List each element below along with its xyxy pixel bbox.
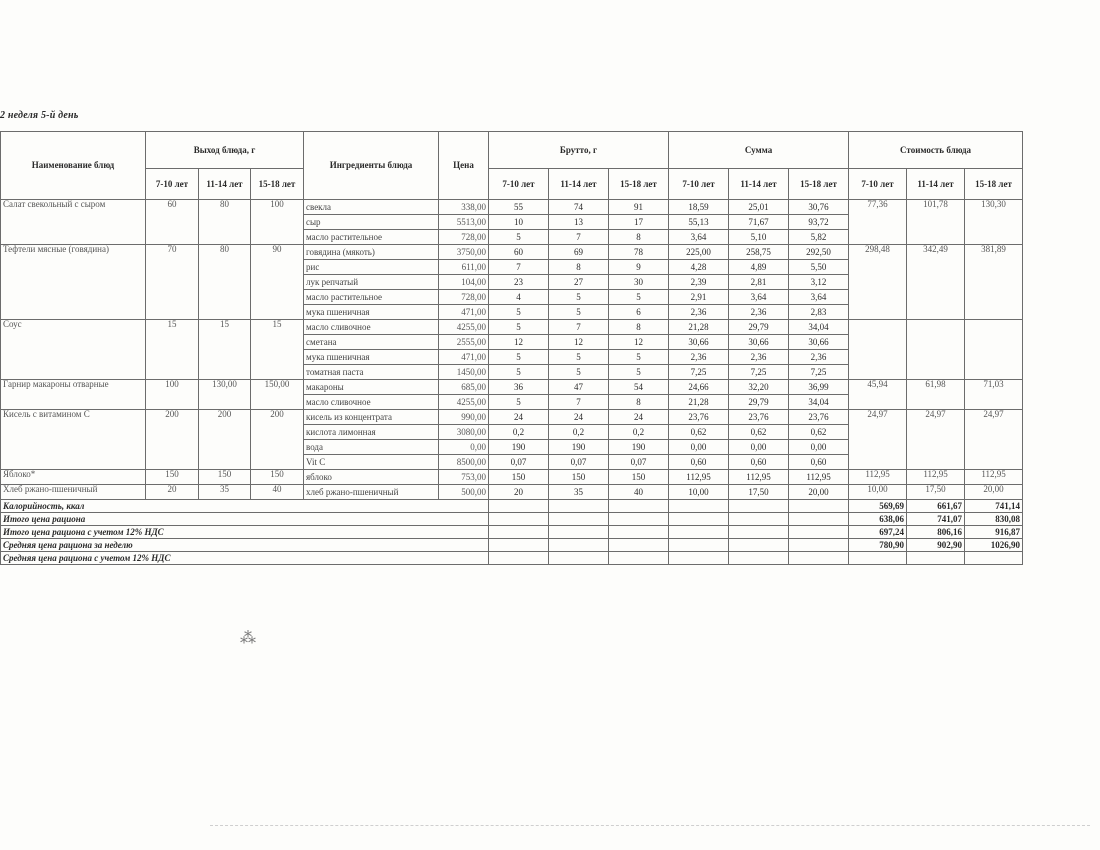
dish-yield: 150,00 [251, 380, 304, 410]
summary-empty-cell [609, 526, 669, 539]
menu-table [0, 131, 1023, 565]
table-row [1, 245, 1023, 260]
brutto-value: 5 [549, 305, 609, 320]
brutto-value: 55 [489, 200, 549, 215]
brutto-value: 150 [609, 470, 669, 485]
dish-cost: 17,50 [907, 485, 965, 500]
sum-value: 4,89 [729, 260, 789, 275]
sum-value: 10,00 [669, 485, 729, 500]
dish-yield: 100 [146, 380, 199, 410]
sum-value: 2,83 [789, 305, 849, 320]
sum-value: 112,95 [789, 470, 849, 485]
summary-label: Средняя цена рациона за неделю [1, 539, 489, 552]
header-brutto-age: 11-14 лет [549, 169, 609, 200]
sum-value: 18,59 [669, 200, 729, 215]
ingredient-name: мука пшеничная [304, 305, 439, 320]
sum-value: 7,25 [669, 365, 729, 380]
brutto-value: 5 [489, 365, 549, 380]
ingredient-price: 471,00 [439, 305, 489, 320]
ingredient-price: 5513,00 [439, 215, 489, 230]
dish-yield: 15 [251, 320, 304, 380]
sum-value: 3,64 [729, 290, 789, 305]
sum-value: 292,50 [789, 245, 849, 260]
summary-value: 806,16 [907, 526, 965, 539]
brutto-value: 10 [489, 215, 549, 230]
brutto-value: 69 [549, 245, 609, 260]
summary-value: 638,06 [849, 513, 907, 526]
dish-cost: 20,00 [965, 485, 1023, 500]
dish-yield: 200 [199, 410, 251, 470]
dish-yield: 35 [199, 485, 251, 500]
sum-value: 34,04 [789, 320, 849, 335]
table-row [1, 410, 1023, 425]
dish-yield: 80 [199, 200, 251, 245]
sum-value: 34,04 [789, 395, 849, 410]
sum-value: 5,10 [729, 230, 789, 245]
summary-empty-cell [489, 526, 549, 539]
sum-value: 112,95 [669, 470, 729, 485]
ingredient-price: 1450,00 [439, 365, 489, 380]
summary-empty-cell [669, 526, 729, 539]
header-price: Цена [439, 132, 489, 200]
dish-cost: 77,36 [849, 200, 907, 245]
dish-cost: 130,30 [965, 200, 1023, 245]
summary-value: 569,69 [849, 500, 907, 513]
sum-value: 0,60 [669, 455, 729, 470]
brutto-value: 190 [549, 440, 609, 455]
page-title: 2 неделя 5-й день [0, 110, 79, 121]
header-sum: Сумма [669, 132, 849, 169]
ingredient-price: 500,00 [439, 485, 489, 500]
brutto-value: 5 [549, 365, 609, 380]
dish-name: Тефтели мясные (говядина) [1, 245, 146, 320]
brutto-value: 190 [489, 440, 549, 455]
summary-empty-cell [789, 500, 849, 513]
brutto-value: 12 [489, 335, 549, 350]
ingredient-name: говядина (мякоть) [304, 245, 439, 260]
dish-yield: 70 [146, 245, 199, 320]
ingredient-price: 2555,00 [439, 335, 489, 350]
brutto-value: 190 [609, 440, 669, 455]
sum-value: 7,25 [729, 365, 789, 380]
sum-value: 29,79 [729, 320, 789, 335]
summary-value: 916,87 [965, 526, 1023, 539]
sum-value: 0,60 [789, 455, 849, 470]
sum-value: 24,66 [669, 380, 729, 395]
brutto-value: 20 [489, 485, 549, 500]
brutto-value: 8 [609, 320, 669, 335]
dish-name: Салат свекольный с сыром [1, 200, 146, 245]
brutto-value: 24 [609, 410, 669, 425]
ingredient-name: рис [304, 260, 439, 275]
sum-value: 225,00 [669, 245, 729, 260]
dish-yield: 15 [146, 320, 199, 380]
brutto-value: 5 [489, 230, 549, 245]
ingredient-name: масло сливочное [304, 395, 439, 410]
summary-label: Итого цена рациона [1, 513, 489, 526]
summary-label: Калорийность, ккал [1, 500, 489, 513]
brutto-value: 0,07 [549, 455, 609, 470]
brutto-value: 5 [609, 365, 669, 380]
summary-empty-cell [669, 539, 729, 552]
brutto-value: 5 [549, 350, 609, 365]
brutto-value: 91 [609, 200, 669, 215]
brutto-value: 0,07 [489, 455, 549, 470]
table-row [1, 200, 1023, 215]
brutto-value: 13 [549, 215, 609, 230]
sum-value: 2,36 [789, 350, 849, 365]
dish-yield: 100 [251, 200, 304, 245]
brutto-value: 36 [489, 380, 549, 395]
brutto-value: 5 [489, 320, 549, 335]
sum-value: 2,81 [729, 275, 789, 290]
header-brutto: Брутто, г [489, 132, 669, 169]
summary-value: 741,14 [965, 500, 1023, 513]
ingredient-price: 611,00 [439, 260, 489, 275]
ingredient-price: 4255,00 [439, 395, 489, 410]
sum-value: 29,79 [729, 395, 789, 410]
brutto-value: 5 [609, 290, 669, 305]
dish-cost: 61,98 [907, 380, 965, 410]
brutto-value: 7 [549, 395, 609, 410]
summary-empty-cell [489, 500, 549, 513]
dish-cost [965, 320, 1023, 380]
dish-name: Яблоко* [1, 470, 146, 485]
brutto-value: 60 [489, 245, 549, 260]
ingredient-price: 104,00 [439, 275, 489, 290]
header-cost-age: 15-18 лет [965, 169, 1023, 200]
sum-value: 23,76 [789, 410, 849, 425]
header-dish: Наименование блюд [1, 132, 146, 200]
sum-value: 25,01 [729, 200, 789, 215]
brutto-value: 78 [609, 245, 669, 260]
table-row [1, 470, 1023, 485]
brutto-value: 150 [549, 470, 609, 485]
brutto-value: 0,2 [549, 425, 609, 440]
header-sum-age: 15-18 лет [789, 169, 849, 200]
summary-empty-cell [609, 539, 669, 552]
brutto-value: 8 [549, 260, 609, 275]
ingredient-name: лук репчатый [304, 275, 439, 290]
ingredient-price: 728,00 [439, 290, 489, 305]
ingredient-price: 728,00 [439, 230, 489, 245]
summary-empty-cell [489, 539, 549, 552]
summary-empty-cell [609, 552, 669, 565]
sum-value: 36,99 [789, 380, 849, 395]
sum-value: 30,76 [789, 200, 849, 215]
sum-value: 0,62 [789, 425, 849, 440]
brutto-value: 8 [609, 230, 669, 245]
summary-label: Средняя цена рациона с учетом 12% НДС [1, 552, 489, 565]
ingredient-price: 4255,00 [439, 320, 489, 335]
sum-value: 21,28 [669, 395, 729, 410]
brutto-value: 12 [549, 335, 609, 350]
brutto-value: 7 [549, 230, 609, 245]
dish-cost: 112,95 [907, 470, 965, 485]
header-sum-age: 7-10 лет [669, 169, 729, 200]
dish-yield: 150 [251, 470, 304, 485]
scan-artifact [210, 825, 1090, 826]
dish-yield: 90 [251, 245, 304, 320]
summary-value [849, 552, 907, 565]
ingredient-price: 685,00 [439, 380, 489, 395]
brutto-value: 7 [489, 260, 549, 275]
brutto-value: 5 [489, 350, 549, 365]
summary-empty-cell [669, 552, 729, 565]
brutto-value: 47 [549, 380, 609, 395]
dish-yield: 60 [146, 200, 199, 245]
ingredient-name: яблоко [304, 470, 439, 485]
header-cost-age: 7-10 лет [849, 169, 907, 200]
sum-value: 0,00 [789, 440, 849, 455]
ingredient-name: кисель из концентрата [304, 410, 439, 425]
summary-empty-cell [729, 552, 789, 565]
sum-value: 5,82 [789, 230, 849, 245]
ingredient-price: 0,00 [439, 440, 489, 455]
dish-cost: 24,97 [907, 410, 965, 470]
sum-value: 0,62 [729, 425, 789, 440]
summary-empty-cell [489, 513, 549, 526]
brutto-value: 0,2 [609, 425, 669, 440]
summary-empty-cell [729, 539, 789, 552]
summary-empty-cell [669, 513, 729, 526]
sum-value: 23,76 [729, 410, 789, 425]
summary-empty-cell [789, 513, 849, 526]
brutto-value: 5 [489, 395, 549, 410]
table-row [1, 320, 1023, 335]
brutto-value: 54 [609, 380, 669, 395]
summary-empty-cell [729, 513, 789, 526]
header-cost: Стоимость блюда [849, 132, 1023, 169]
summary-value: 741,07 [907, 513, 965, 526]
sum-value: 0,62 [669, 425, 729, 440]
brutto-value: 23 [489, 275, 549, 290]
header-sum-age: 11-14 лет [729, 169, 789, 200]
dish-yield: 80 [199, 245, 251, 320]
brutto-value: 17 [609, 215, 669, 230]
sum-value: 7,25 [789, 365, 849, 380]
dish-yield: 130,00 [199, 380, 251, 410]
sum-value: 0,00 [669, 440, 729, 455]
brutto-value: 40 [609, 485, 669, 500]
dish-name: Хлеб ржано-пшеничный [1, 485, 146, 500]
summary-value: 780,90 [849, 539, 907, 552]
sum-value: 30,66 [669, 335, 729, 350]
sum-value: 55,13 [669, 215, 729, 230]
dish-yield: 20 [146, 485, 199, 500]
ingredient-name: Vit C [304, 455, 439, 470]
summary-empty-cell [729, 500, 789, 513]
brutto-value: 24 [489, 410, 549, 425]
brutto-value: 24 [549, 410, 609, 425]
brutto-value: 12 [609, 335, 669, 350]
sum-value: 0,00 [729, 440, 789, 455]
sum-value: 23,76 [669, 410, 729, 425]
ingredient-name: сыр [304, 215, 439, 230]
ingredient-name: мука пшеничная [304, 350, 439, 365]
dish-cost: 101,78 [907, 200, 965, 245]
brutto-value: 5 [549, 290, 609, 305]
sum-value: 3,64 [669, 230, 729, 245]
dish-yield: 40 [251, 485, 304, 500]
dish-cost: 71,03 [965, 380, 1023, 410]
dish-cost: 112,95 [965, 470, 1023, 485]
sum-value: 0,60 [729, 455, 789, 470]
sum-value: 17,50 [729, 485, 789, 500]
brutto-value: 5 [609, 350, 669, 365]
sum-value: 32,20 [729, 380, 789, 395]
summary-empty-cell [489, 552, 549, 565]
sum-value: 30,66 [729, 335, 789, 350]
dish-cost: 24,97 [965, 410, 1023, 470]
header-cost-age: 11-14 лет [907, 169, 965, 200]
summary-empty-cell [609, 500, 669, 513]
ingredient-name: хлеб ржано-пшеничный [304, 485, 439, 500]
sum-value: 4,28 [669, 260, 729, 275]
brutto-value: 5 [489, 305, 549, 320]
summary-empty-cell [609, 513, 669, 526]
summary-empty-cell [549, 526, 609, 539]
sum-value: 2,91 [669, 290, 729, 305]
brutto-value: 7 [549, 320, 609, 335]
sum-value: 71,67 [729, 215, 789, 230]
ingredient-price: 753,00 [439, 470, 489, 485]
table-row [1, 485, 1023, 500]
dish-cost [907, 320, 965, 380]
smudge-mark-icon: ⁂ [240, 630, 256, 647]
dish-cost: 381,89 [965, 245, 1023, 320]
summary-row [1, 500, 1023, 513]
sum-value: 2,36 [729, 350, 789, 365]
brutto-value: 6 [609, 305, 669, 320]
summary-row [1, 513, 1023, 526]
dish-cost: 342,49 [907, 245, 965, 320]
dish-name: Гарнир макароны отварные [1, 380, 146, 410]
dish-cost: 298,48 [849, 245, 907, 320]
ingredient-name: сметана [304, 335, 439, 350]
ingredient-name: макароны [304, 380, 439, 395]
dish-yield: 150 [199, 470, 251, 485]
dish-cost: 10,00 [849, 485, 907, 500]
ingredient-name: вода [304, 440, 439, 455]
brutto-value: 74 [549, 200, 609, 215]
dish-cost: 24,97 [849, 410, 907, 470]
brutto-value: 0,2 [489, 425, 549, 440]
header-yield-age: 15-18 лет [251, 169, 304, 200]
summary-empty-cell [789, 552, 849, 565]
sum-value: 5,50 [789, 260, 849, 275]
ingredient-price: 3750,00 [439, 245, 489, 260]
dish-yield: 150 [146, 470, 199, 485]
brutto-value: 30 [609, 275, 669, 290]
summary-row [1, 526, 1023, 539]
sum-value: 3,64 [789, 290, 849, 305]
dish-yield: 200 [251, 410, 304, 470]
summary-value [965, 552, 1023, 565]
sum-value: 21,28 [669, 320, 729, 335]
brutto-value: 8 [609, 395, 669, 410]
summary-empty-cell [549, 513, 609, 526]
dish-cost: 45,94 [849, 380, 907, 410]
dish-yield: 15 [199, 320, 251, 380]
summary-value: 697,24 [849, 526, 907, 539]
sum-value: 2,36 [729, 305, 789, 320]
summary-empty-cell [549, 539, 609, 552]
ingredient-price: 471,00 [439, 350, 489, 365]
header-yield: Выход блюда, г [146, 132, 304, 169]
dish-name: Соус [1, 320, 146, 380]
summary-value: 902,90 [907, 539, 965, 552]
sum-value: 258,75 [729, 245, 789, 260]
sum-value: 93,72 [789, 215, 849, 230]
ingredient-name: томатная паста [304, 365, 439, 380]
dish-cost [849, 320, 907, 380]
ingredient-name: масло сливочное [304, 320, 439, 335]
header-ingredients: Ингредиенты блюда [304, 132, 439, 200]
dish-yield: 200 [146, 410, 199, 470]
summary-label: Итого цена рациона с учетом 12% НДС [1, 526, 489, 539]
summary-empty-cell [789, 539, 849, 552]
table-row [1, 380, 1023, 395]
dish-name: Кисель с витамином С [1, 410, 146, 470]
ingredient-name: масло растительное [304, 230, 439, 245]
ingredient-price: 990,00 [439, 410, 489, 425]
summary-empty-cell [669, 500, 729, 513]
sum-value: 20,00 [789, 485, 849, 500]
summary-row [1, 552, 1023, 565]
summary-empty-cell [729, 526, 789, 539]
summary-empty-cell [789, 526, 849, 539]
ingredient-name: кислота лимонная [304, 425, 439, 440]
sum-value: 30,66 [789, 335, 849, 350]
summary-value: 661,67 [907, 500, 965, 513]
summary-empty-cell [549, 552, 609, 565]
summary-value [907, 552, 965, 565]
brutto-value: 0,07 [609, 455, 669, 470]
sum-value: 3,12 [789, 275, 849, 290]
menu-body [1, 200, 1023, 565]
brutto-value: 9 [609, 260, 669, 275]
ingredient-price: 3080,00 [439, 425, 489, 440]
header-yield-age: 11-14 лет [199, 169, 251, 200]
sum-value: 2,36 [669, 350, 729, 365]
ingredient-price: 8500,00 [439, 455, 489, 470]
summary-value: 1026,90 [965, 539, 1023, 552]
brutto-value: 27 [549, 275, 609, 290]
brutto-value: 150 [489, 470, 549, 485]
sum-value: 112,95 [729, 470, 789, 485]
sum-value: 2,39 [669, 275, 729, 290]
summary-empty-cell [549, 500, 609, 513]
dish-cost: 112,95 [849, 470, 907, 485]
brutto-value: 4 [489, 290, 549, 305]
sum-value: 2,36 [669, 305, 729, 320]
ingredient-price: 338,00 [439, 200, 489, 215]
header-brutto-age: 7-10 лет [489, 169, 549, 200]
header-yield-age: 7-10 лет [146, 169, 199, 200]
ingredient-name: масло растительное [304, 290, 439, 305]
summary-value: 830,08 [965, 513, 1023, 526]
brutto-value: 35 [549, 485, 609, 500]
ingredient-name: свекла [304, 200, 439, 215]
summary-row [1, 539, 1023, 552]
header-brutto-age: 15-18 лет [609, 169, 669, 200]
